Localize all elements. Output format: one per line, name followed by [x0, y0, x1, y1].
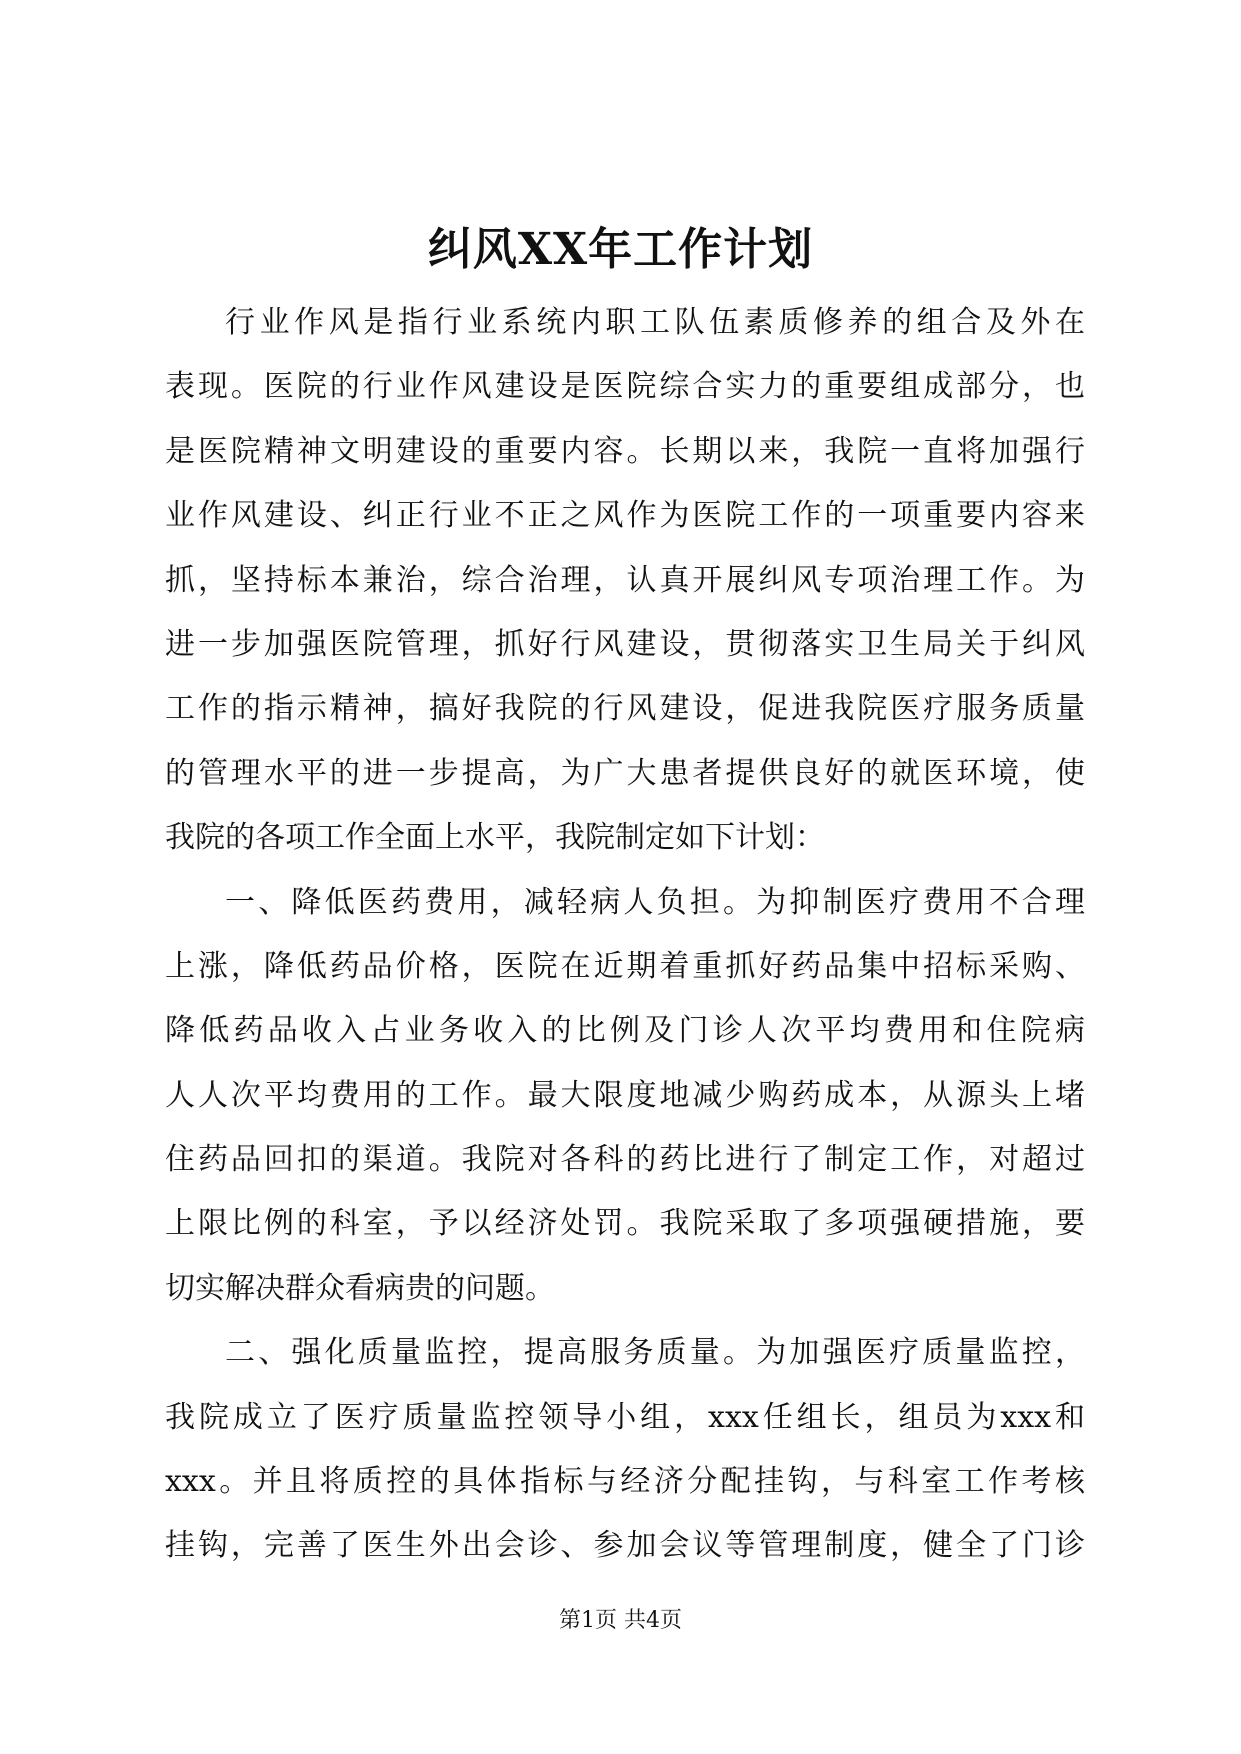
- document-title: 纠风XX年工作计划: [427, 224, 814, 275]
- text-line: 工作的指示精神，搞好我院的行风建设，促进我院医疗服务质量: [165, 691, 1085, 727]
- text-line: 表现。医院的行业作风建设是医院综合实力的重要组成部分，也: [165, 369, 1085, 405]
- text-line: 上限比例的科室，予以经济处罚。我院采取了多项强硬措施，要: [165, 1206, 1085, 1242]
- text-line: 一、降低医药费用，减轻病人负担。为抑制医疗费用不合理: [225, 884, 1085, 920]
- document-body: [165, 291, 1085, 1579]
- text-line: 切实解决群众看病贵的问题。: [165, 1270, 555, 1306]
- text-line: 行业作风是指行业系统内职工队伍素质修养的组合及外在: [225, 305, 1085, 340]
- text-line: 我院的各项工作全面上水平，我院制定如下计划：: [165, 820, 825, 856]
- text-line: 降低药品收入占业务收入的比例及门诊人次平均费用和住院病: [165, 1013, 1085, 1049]
- text-line: 进一步加强医院管理，抓好行风建设，贯彻落实卫生局关于纠风: [165, 626, 1085, 662]
- text-line: 我院成立了医疗质量监控领导小组，xxx任组长，组员为xxx和: [165, 1399, 1085, 1435]
- page-number-footer: 第1页 共4页: [559, 1608, 682, 1633]
- text-line: 是医院精神文明建设的重要内容。长期以来，我院一直将加强行: [165, 433, 1085, 469]
- text-line: 二、强化质量监控，提高服务质量。为加强医疗质量监控，: [225, 1335, 1085, 1371]
- text-line: 上涨，降低药品价格，医院在近期着重抓好药品集中招标采购、: [165, 948, 1085, 984]
- text-line: 挂钩，完善了医生外出会诊、参加会议等管理制度，健全了门诊: [165, 1528, 1085, 1564]
- text-line: 人人次平均费用的工作。最大限度地减少购药成本，从源头上堵: [165, 1077, 1085, 1113]
- text-line: 住药品回扣的渠道。我院对各科的药比进行了制定工作，对超过: [165, 1142, 1085, 1178]
- text-line: 的管理水平的进一步提高，为广大患者提供良好的就医环境，使: [165, 755, 1085, 791]
- text-line: 抓，坚持标本兼治，综合治理，认真开展纠风专项治理工作。为: [165, 562, 1085, 598]
- text-line: xxx。并且将质控的具体指标与经济分配挂钩，与科室工作考核: [165, 1464, 1085, 1500]
- text-line: 业作风建设、纠正行业不正之风作为医院工作的一项重要内容来: [165, 498, 1085, 534]
